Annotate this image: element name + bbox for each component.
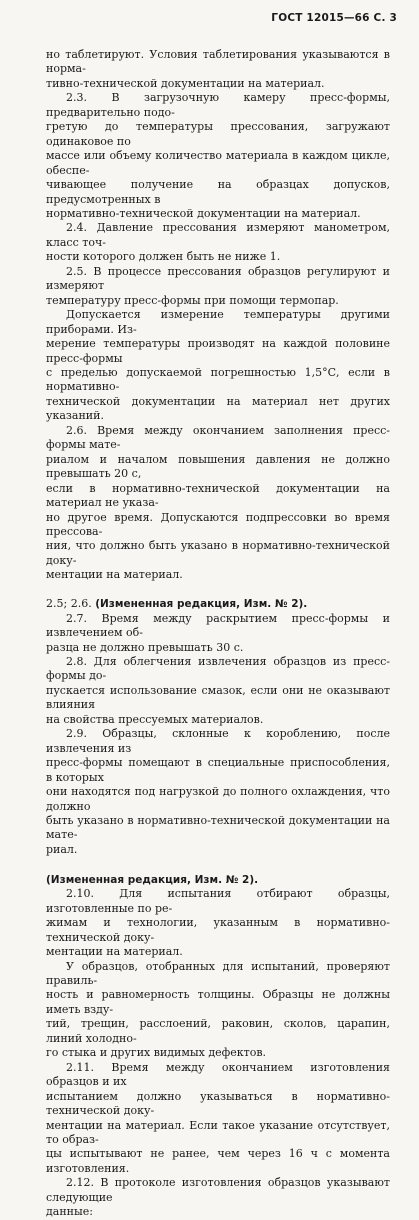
amendment-prefix: 2.5; 2.6. [46,597,96,611]
paragraph-2-3: 2.3. В загрузочную камеру пресс-формы, предварительно подо- гретую до температуры прессования, загружают одинаковое по массе или объему количество материала в каждом цикле, обеспе- чивающее получение на образцах допусков, предусмотренных в нормативно-технической документации на материал. [46,91,390,220]
paragraph-2-9: 2.9. Образцы, склонные к короблению, после извлечения из пресс-формы помещают в специальные приспособления, в которых они находятся под нагрузкой до полного охлаждения, что должно быть указано в нормативно-технической документации на мате- риал. [46,727,390,856]
paragraph-continuation: но таблетируют. Условия таблетирования указываются в норма- тивно-технической документации на материал. [46,48,390,90]
paragraph-2-10: 2.10. Для испытания отбирают образцы, изготовленные по ре- жимам и технологии, указанным в нормативно-технической доку- ментации на материал. [46,887,390,959]
paragraph-2-8: 2.8. Для облегчения извлечения образцов из пресс-формы до- пускается использование смазок, если они не оказывают влияния на свойства прессуемых материалов. [46,655,390,726]
amendment-text: (Измененная редакция, Изм. № 2). [95,598,308,611]
paragraph-sample-check: У образцов, отобранных для испытаний, проверяют правиль- ность и равномерность толщины. Образцы не должны иметь взду- тий, трещин, расслоений, раковин, сколов, царапин, линий холодно- го стыка и других видимых дефектов. [46,959,390,1060]
paragraph-2-12: 2.12. В протоколе изготовления образцов указывают следующие данные: [46,1176,390,1219]
paragraph-2-4: 2.4. Давление прессования измеряют манометром, класс точ- ности которого должен быть не ниже 1. [46,221,390,264]
amendment-note-2-9 [46,858,390,887]
paragraph-2-11: 2.11. Время между окончанием изготовления образцов и их испытанием должно указываться в нормативно-технической доку- ментации на материал. Если такое указание отсутствует, то образ- цы испытывают не ранее, чем через 16 ч с момента изготовления. [46,1060,390,1175]
document-body [46,48,390,1220]
amendment-text: (Измененная редакция, Изм. № 2). [46,873,259,886]
amendment-note-2-5-2-6 [46,583,390,612]
paragraph-temperature-note: Допускается измерение температуры другими приборами. Из- мерение температуры производят на каждой половине пресс-формы с пределью допускаемой погрешностью 1,5°С, если в нормативно- технической документации на материал нет других указаний. [46,308,390,423]
paragraph-2-7: 2.7. Время между раскрытием пресс-формы и извлечением об- разца не должно превышать 30 с. [46,611,390,654]
page-header: ГОСТ 12015—66 С. 3 [271,12,397,24]
paragraph-2-5: 2.5. В процессе прессования образцов регулируют и измеряют температуру пресс-формы при помощи термопар. [46,264,390,307]
paragraph-2-6: 2.6. Время между окончанием заполнения пресс-формы мате- риалом и началом повышения давления не должно превышать 20 с, если в нормативно-технической документации на материал не указа- но другое время. Допускаются подпрессовки во время прессова- ния, что должно быть указано в нормативно-технической доку- ментации на материал. [46,423,390,582]
